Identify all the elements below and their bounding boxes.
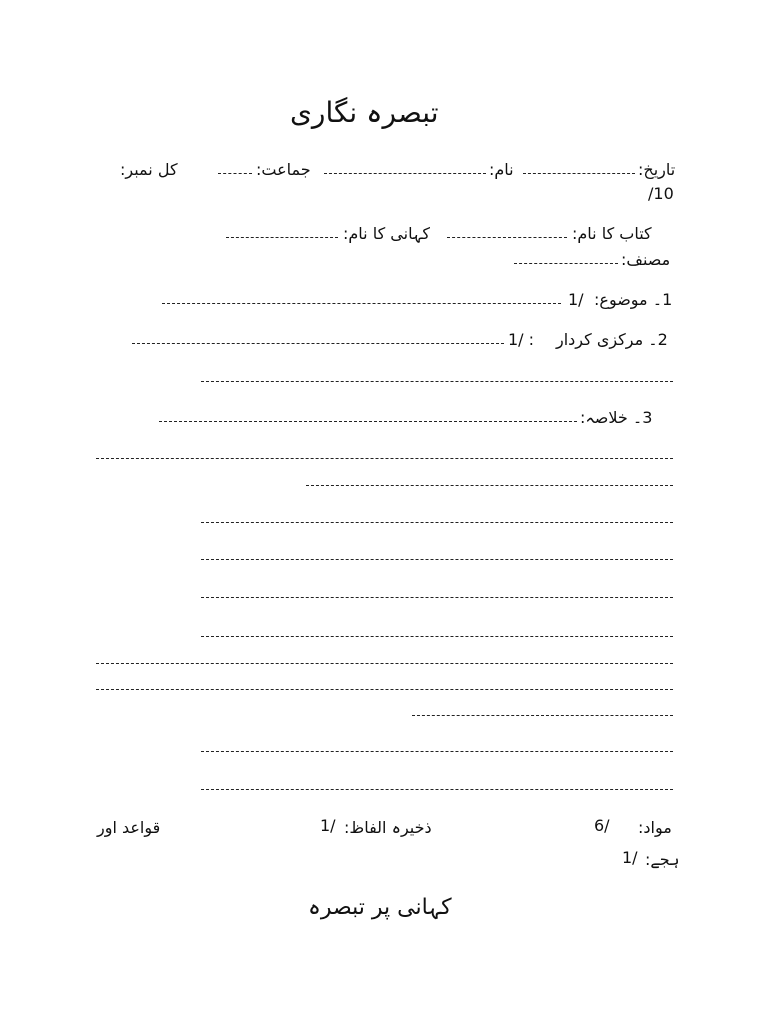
q2-answer-line[interactable] bbox=[132, 343, 504, 344]
class-label: جماعت: bbox=[256, 160, 311, 179]
content-label: مواد: bbox=[638, 818, 672, 837]
summary-line[interactable] bbox=[96, 458, 673, 459]
name-field[interactable] bbox=[324, 173, 486, 174]
story-name-label: کہانی کا نام: bbox=[343, 224, 430, 243]
q2-answer-line-2[interactable] bbox=[201, 381, 673, 382]
content-marks: 6/ bbox=[594, 816, 610, 835]
summary-line[interactable] bbox=[201, 559, 673, 560]
total-label: کل نمبر: bbox=[120, 160, 178, 179]
q3-label: 3۔ خلاصہ: bbox=[580, 408, 653, 427]
page-title: تبصرہ نگاری bbox=[290, 96, 439, 129]
author-field[interactable] bbox=[514, 263, 618, 264]
author-label: مصنف: bbox=[621, 250, 671, 269]
book-name-label: کتاب کا نام: bbox=[572, 224, 652, 243]
footer-title: کہانی پر تبصرہ bbox=[308, 895, 452, 920]
q1-label: 1۔ موضوع: bbox=[594, 290, 673, 309]
date-field[interactable] bbox=[523, 173, 635, 174]
q2-marks: 1/ : bbox=[508, 330, 535, 349]
summary-line[interactable] bbox=[96, 689, 673, 690]
vocabulary-marks: 1/ bbox=[320, 816, 336, 835]
date-label: تاریخ: bbox=[638, 160, 676, 179]
summary-line[interactable] bbox=[201, 597, 673, 598]
summary-line[interactable] bbox=[412, 715, 673, 716]
total-marks: /10 bbox=[648, 184, 674, 203]
q1-answer-line[interactable] bbox=[162, 303, 561, 304]
summary-line[interactable] bbox=[201, 789, 673, 790]
spelling-label: ہجے: bbox=[645, 850, 680, 869]
summary-line[interactable] bbox=[201, 522, 673, 523]
class-field[interactable] bbox=[218, 173, 252, 174]
summary-line[interactable] bbox=[96, 663, 673, 664]
summary-line[interactable] bbox=[306, 485, 673, 486]
summary-line[interactable] bbox=[201, 636, 673, 637]
grammar-label: قواعد اور bbox=[97, 818, 161, 837]
q1-marks: 1/ bbox=[568, 290, 584, 309]
story-name-field[interactable] bbox=[226, 237, 338, 238]
name-label: نام: bbox=[489, 160, 514, 179]
spelling-marks: 1/ bbox=[622, 848, 638, 867]
summary-line[interactable] bbox=[201, 751, 673, 752]
q2-label: 2۔ مرکزی کردار bbox=[556, 330, 668, 349]
book-name-field[interactable] bbox=[447, 237, 567, 238]
vocabulary-label: ذخیرہ الفاظ: bbox=[344, 818, 432, 837]
q3-answer-line[interactable] bbox=[159, 421, 577, 422]
